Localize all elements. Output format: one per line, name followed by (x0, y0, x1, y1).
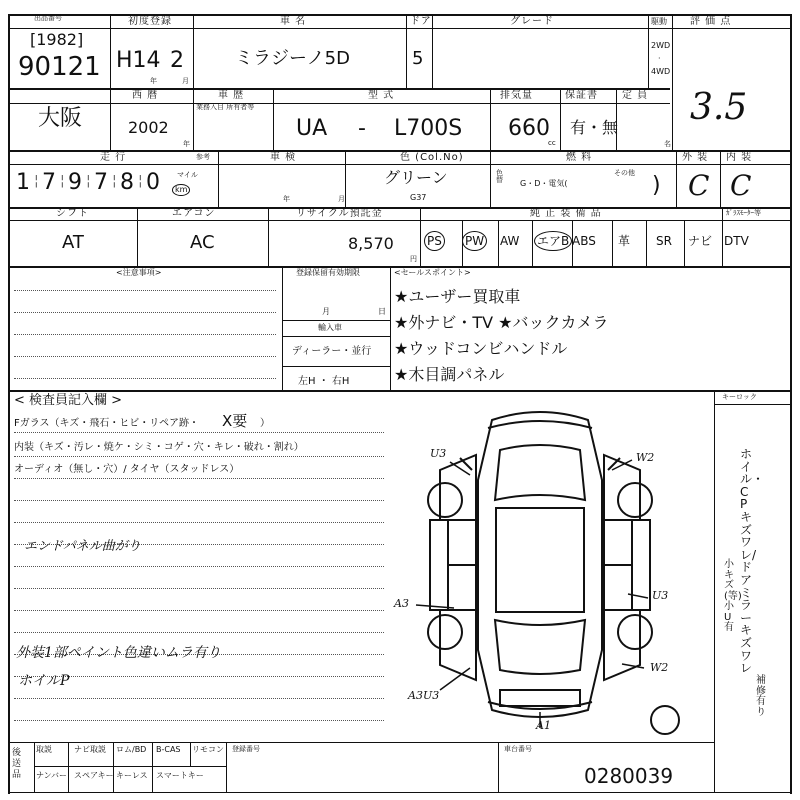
note-wheel: ホイルP (18, 673, 70, 689)
right-doors (604, 520, 632, 610)
mileage-digit: 8 (120, 170, 134, 195)
reg-label: 初度登録 (128, 16, 172, 27)
damage-mark: A1 (536, 719, 551, 732)
mile-unit: マイル (177, 171, 198, 179)
damage-mark: U3 (652, 589, 669, 602)
inspection-label: 車 検 (270, 152, 297, 163)
exterior-grade: C (688, 169, 710, 202)
after-send-label: 後送品 (12, 748, 22, 780)
recycle-label: リサイクル預託金 (296, 208, 383, 219)
after-item: ロム/BD (116, 745, 147, 754)
wheel-notes-vertical: ホイル・CPキズワレ/ドアミラーキズワレ (740, 447, 765, 676)
note-paint: 外装1部ペイント色違いムラ有り (16, 645, 221, 661)
rule (273, 88, 274, 150)
handle-option: 左H ・ 右H (298, 376, 350, 387)
rule (490, 150, 491, 207)
rule (8, 28, 792, 29)
drive-4wd: 4WD (651, 67, 671, 76)
glass-mark: X要 (222, 412, 248, 430)
month-unit: 月 (322, 307, 330, 316)
fuel-close: ) (652, 173, 661, 198)
rule (490, 88, 491, 150)
chassis-label: 車台番号 (504, 745, 532, 753)
western-year: 2002 (128, 118, 169, 137)
equipment-item: DTV (724, 234, 749, 248)
rule (720, 150, 721, 207)
rule (282, 366, 390, 367)
rule (790, 14, 792, 794)
inspector-title: < 検査員記入欄 > (14, 393, 123, 408)
sales-point: ★ユーザー買取車 (394, 287, 521, 306)
sales-point: ★ウッドコンビハンドル (394, 339, 568, 358)
rule (8, 792, 792, 793)
fuel-other: その他 (614, 169, 635, 177)
wheel-rear-right (618, 615, 652, 649)
rule (193, 14, 194, 150)
damage-mark: W2 (650, 661, 669, 674)
reg-era: H14 (116, 48, 161, 73)
after-item: 取説 (36, 745, 52, 754)
color-number: G37 (410, 193, 427, 202)
location: 大阪 (38, 106, 83, 131)
year-unit: 年 (150, 77, 157, 85)
equipment-item: PS (424, 231, 445, 251)
rule (110, 88, 111, 150)
warranty: 有・無 (570, 118, 619, 137)
sales-point: ★木目調パネル (394, 365, 505, 384)
color-label: 色 (Col.No) (400, 152, 464, 163)
rule (110, 14, 111, 88)
equipment-item: PW (462, 231, 487, 251)
repair-notes-vertical: 補修有り (756, 675, 766, 718)
rule (714, 404, 790, 405)
model-year: [1982] (30, 30, 84, 49)
person-unit: 名 (664, 140, 671, 148)
rule (268, 207, 269, 266)
import-label: 輸入車 (318, 323, 342, 332)
rule (8, 103, 670, 104)
equipment-item: AW (500, 234, 520, 248)
rule (68, 742, 69, 792)
mileage-digit: 0 (146, 170, 160, 195)
displacement: 660 (508, 116, 550, 141)
ac-label: エアコン (172, 208, 216, 219)
rear-window (495, 620, 585, 674)
car-name: ミラジーノ5D (235, 48, 350, 69)
door-count: 5 (412, 48, 424, 69)
shift-label: シフト (56, 208, 89, 219)
interior-grade: C (730, 169, 752, 202)
interior-line: 内装（キズ・汚レ・焼ケ・シミ・コゲ・穴・キレ・破れ・割れ） (14, 442, 304, 453)
mileage-digit: 1 (16, 170, 30, 195)
warranty-label: 保証書 (565, 90, 598, 101)
equipment-item: ABS (572, 234, 596, 248)
rule (8, 164, 792, 165)
after-item: リモコン (192, 745, 224, 754)
year-unit: 年 (283, 195, 290, 203)
rule (498, 742, 499, 792)
caution-label: <注意事項> (116, 268, 162, 277)
digit-separator: ¦ (34, 173, 39, 189)
equipment-item: 革 (618, 234, 631, 248)
history-sub: 業務入目 所有者等 (196, 103, 255, 111)
auction-sheet: 出品番号 初度登録 車 名 ドア グレード 駆動 評 価 点 [1982] 90121 H14 2 年 月 ミラジーノ5D 5 2WD · 4WD 3.5 西 暦 車 歴 業務入目 所有者等 型 式 排気量 保証書 定 員 大阪 2002 年 UA - L700S 660 cc 有・無 名 走 行 参考 車 検 色 (Col.No) 燃 料 外 装 内 装 1 ¦ 7 ¦ 9 ¦ 7 ¦ 8 ¦ 0 マイル km 年 月 グリーン G37 色替 G・D・電気( その他 ) C C シフト エアコン リサイクル預託金 純 正 装 備 品 ｶﾞﾗｽﾓｰﾀｰ等 AT AC 8,570 円 PS PW AW エアB ABS 革 SR ナビ DTV <注意事項> 登録保留有効期限 月 日 輸入車 ディーラー・並行 左H ・ 右H <セールスポイント> ★ユーザー買取車 ★外ナビ・TV ★バックカメラ ★ウッドコンビハンドル ★木目調パネル < 検査員記入欄 > Fガラス（キズ・飛石・ヒビ・リペア跡・ X要 ） 内装（キズ・汚レ・焼ケ・シミ・コゲ・穴・キレ・破れ・割れ） オーディオ（無し・穴）/ タイヤ（スタッドレス） エンドパネル曲がり 外装1部ペイント色違いムラ有り ホイルP キーロック ホイル・CPキズワレ/ドアミラーキズワレ 小キズ(等)小U有 補修有り U3 W2 A3 U3 W2 A3U3 A1 後送品 取説 ナビ取説 ロム/BD B-CAS リモコン ナンバー スペアキー キーレス スマートキー 登録番号 車台番号 0280039 (0, 0, 800, 800)
glass-close: ） (260, 418, 270, 429)
rule (34, 766, 226, 767)
exterior-label: 外 装 (682, 152, 709, 163)
rule (8, 390, 792, 392)
rule (676, 150, 677, 207)
after-item: ナンバー (36, 771, 68, 780)
rule (345, 150, 346, 207)
damage-mark: A3 (394, 597, 409, 610)
registration-number-label: 登録番号 (232, 745, 260, 753)
damage-mark: A3U3 (408, 689, 440, 702)
car-body (478, 412, 602, 717)
rule (560, 88, 561, 150)
rule (218, 150, 219, 207)
rule (152, 742, 153, 792)
rule (390, 266, 391, 390)
rule (34, 742, 35, 792)
equipment-list (420, 221, 790, 266)
recycle-fee: 8,570 (348, 234, 394, 253)
rule (282, 320, 390, 321)
interior-label: 内 装 (726, 152, 753, 163)
wheel-front-right (618, 483, 652, 517)
cc-unit: cc (548, 139, 556, 147)
rule (432, 14, 433, 88)
rule (8, 14, 10, 794)
color-name: グリーン (384, 168, 448, 187)
rule (190, 742, 191, 766)
digit-separator: ¦ (138, 173, 143, 189)
scratch-notes-vertical: 小キズ(等)小U有 (724, 559, 742, 633)
drive-2wd: 2WD (651, 41, 671, 50)
score-value: 3.5 (690, 87, 748, 128)
keylock-label: キーロック (722, 393, 757, 401)
sales-point-label: <セールスポイント> (394, 268, 471, 277)
rule (8, 14, 792, 16)
ac-value: AC (190, 232, 215, 253)
rule (8, 207, 792, 209)
color-change: 色替 (496, 169, 503, 184)
after-item: キーレス (116, 771, 148, 780)
grade-label: グレード (510, 16, 554, 27)
roof (496, 508, 584, 612)
model-label: 型 式 (368, 90, 395, 101)
model-prefix: UA (296, 116, 328, 141)
score-label: 評 価 点 (690, 16, 732, 27)
after-item: B-CAS (156, 745, 181, 754)
after-item: スペアキー (74, 771, 114, 780)
mileage-digits (16, 172, 176, 202)
rule (672, 14, 673, 151)
equipment-tag: ｶﾞﾗｽﾓｰﾀｰ等 (726, 209, 761, 217)
model-code: L700S (394, 116, 463, 141)
car-name-label: 車 名 (280, 16, 307, 27)
spare-wheel (651, 706, 679, 734)
capacity-label: 定 員 (622, 90, 649, 101)
month-unit: 月 (182, 77, 189, 85)
displacement-label: 排気量 (500, 90, 533, 101)
western-year-label: 西 暦 (132, 90, 159, 101)
damage-mark: W2 (636, 451, 655, 464)
glass-line: Fガラス（キズ・飛石・ヒビ・リペア跡・ (14, 418, 200, 429)
rule (648, 14, 649, 88)
audio-tire-line: オーディオ（無し・穴）/ タイヤ（スタッドレス） (14, 464, 240, 475)
dealer-option: ディーラー・並行 (292, 346, 372, 357)
after-item: ナビ取説 (74, 745, 106, 754)
shift-value: AT (62, 232, 84, 253)
yen-unit: 円 (410, 255, 417, 263)
model-dash: - (358, 116, 366, 141)
lot-number: 90121 (18, 52, 101, 82)
damage-mark: U3 (430, 447, 447, 460)
left-doors (448, 520, 476, 610)
registration-expiry-label: 登録保留有効期限 (296, 268, 360, 277)
mileage-label: 走 行 (100, 152, 127, 163)
rule (406, 14, 407, 88)
fuel-type: G・D・電気( (520, 179, 568, 188)
equipment-item: エアB (534, 231, 572, 251)
rule (714, 390, 715, 792)
equipment-label: 純 正 装 備 品 (530, 208, 602, 219)
rule (226, 742, 227, 792)
rule (282, 336, 390, 337)
rule (282, 266, 283, 390)
mileage-digit: 7 (42, 170, 56, 195)
drive-label: 駆動 (651, 17, 667, 26)
equipment-item: SR (656, 234, 672, 248)
km-unit: km (172, 184, 190, 196)
year-unit: 年 (183, 140, 190, 148)
after-item: スマートキー (156, 771, 204, 780)
mileage-digit: 7 (94, 170, 108, 195)
day-unit: 日 (378, 307, 386, 316)
sales-points (394, 284, 714, 388)
wheel-front-left (428, 483, 462, 517)
wheel-rear-left (428, 615, 462, 649)
digit-separator: ¦ (86, 173, 91, 189)
rule (137, 207, 138, 266)
digit-separator: ¦ (60, 173, 65, 189)
equipment-item: ナビ (688, 234, 713, 248)
reg-month: 2 (170, 48, 184, 73)
month-unit: 月 (338, 195, 345, 203)
chassis-number: 0280039 (584, 764, 674, 788)
fuel-label: 燃 料 (566, 152, 593, 163)
windshield (495, 445, 585, 500)
mileage-digit: 9 (68, 170, 82, 195)
sales-point: ★外ナビ・TV ★バックカメラ (394, 313, 609, 332)
door-label: ドア (410, 16, 432, 27)
lot-header: 出品番号 (34, 14, 62, 22)
note-end-panel: エンドパネル曲がり (24, 539, 141, 554)
digit-separator: ¦ (112, 173, 117, 189)
rule (113, 742, 114, 792)
reference-label: 参考 (196, 153, 210, 161)
history-label: 車 歴 (218, 90, 245, 101)
